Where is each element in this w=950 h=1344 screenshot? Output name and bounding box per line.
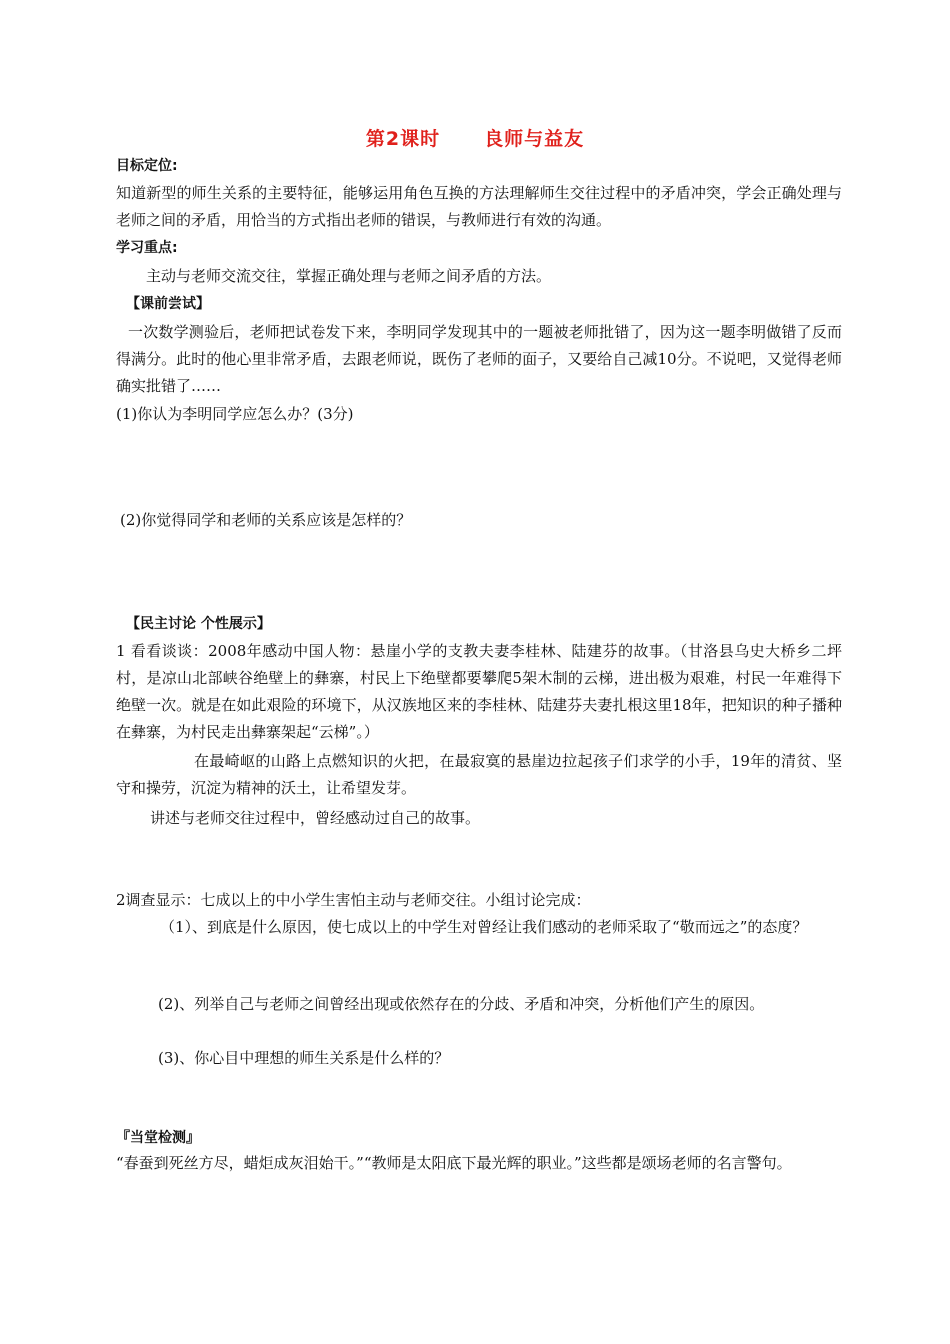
discussion-item2-q2: (2)、列举自己与老师之间曾经出现或依然存在的分歧、矛盾和冲突，分析他们产生的原因。 [158, 995, 765, 1013]
title-topic: 良师与益友 [484, 128, 585, 150]
discussion-item2-q3: (3)、你心目中理想的师生关系是什么样的？ [158, 1049, 450, 1067]
focus-text: 主动与老师交流交往，掌握正确处理与老师之间矛盾的方法。 [146, 267, 552, 285]
discussion-item1-quote: 在最崎岖的山路上点燃知识的火把，在最寂寞的悬崖边拉起孩子们求学的小手，19年的清贫、坚守和操劳，沉淀为精神的沃土，让希望发芽。 [116, 752, 842, 797]
check-text: “春蚕到死丝方尽，蜡炬成灰泪始干。”“教师是太阳底下最光辉的职业。”这些都是颂场老师的名言警句。 [116, 1154, 792, 1172]
goal-text: 知道新型的师生关系的主要特征，能够运用角色互换的方法理解师生交往过程中的矛盾冲突，学会正确处理与老师之间的矛盾，用恰当的方式指出老师的错误，与教师进行有效的沟通。 [116, 184, 842, 229]
discussion-heading: 【民主讨论 个性展示】 [126, 616, 271, 632]
discussion-item1-text: 1 看看谈谈：2008年感动中国人物：悬崖小学的支教夫妻李桂林、陆建芬的故事。（甘洛县乌史大桥乡二坪村，是凉山北部峡谷绝壁上的彝寨，村民上下绝壁都要攀爬5架木制的云梯，进出极为艰难，村民一年难得下绝壁一次。就是在如此艰险的环境下，从汉族地区来的李桂林、陆建芬夫妻扎根这里18年，把知识的种子播种在彝寨，为村民走出彝寨架起“云梯”。） [116, 642, 842, 741]
discussion-item2-text: 2调查显示：七成以上的中小学生害怕主动与老师交往。小组讨论完成： [116, 891, 591, 909]
focus-heading: 学习重点: [116, 240, 178, 256]
discussion-item2-q1: （1）、到底是什么原因，使七成以上的中学生对曾经让我们感动的老师采取了“敬而远之”的态度？ [160, 918, 808, 936]
pre-try-q1: (1)你认为李明同学应怎么办？(3分) [116, 405, 354, 423]
discussion-item1-task: 讲述与老师交往过程中，曾经感动过自己的故事。 [150, 809, 481, 827]
pre-try-heading: 【课前尝试】 [126, 296, 210, 312]
pre-try-text: 一次数学测验后，老师把试卷发下来，李明同学发现其中的一题被老师批错了，因为这一题李明做错了反而得满分。此时的他心里非常矛盾，去跟老师说，既伤了老师的面子，又要给自己减10分。不说吧，又觉得老师确实批错了…… [116, 323, 842, 395]
title-lesson: 第2课时 [365, 128, 441, 150]
check-heading: 『当堂检测』 [116, 1130, 200, 1146]
page-title [0, 124, 950, 151]
pre-try-q2: (2)你觉得同学和老师的关系应该是怎样的？ [120, 511, 412, 529]
goal-heading: 目标定位: [116, 158, 178, 174]
